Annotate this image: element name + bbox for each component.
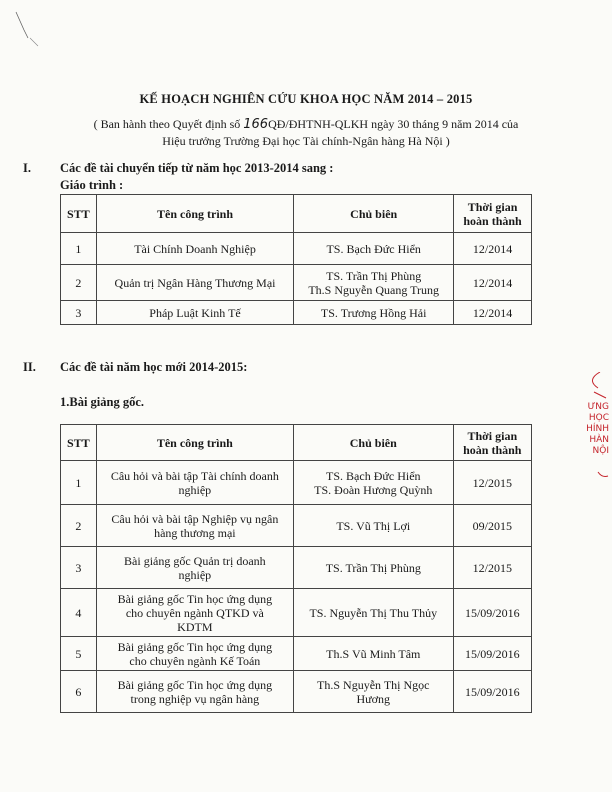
table-header-row [61,425,532,461]
section2-subheading: 1.Bài giảng gốc. [60,395,145,409]
row-time: 12/2014 [454,265,532,301]
table-row [61,233,532,265]
table-row [61,265,532,301]
handwritten-decision-number: 166 [243,117,269,132]
row-name: Bài giảng gốc Tin học ứng dụng trong nghiệp vụ ngân hàng [96,671,293,713]
table-row [61,461,532,505]
col-stt-header: STT [61,425,97,461]
row-name: Bài giảng gốc Quản trị doanh nghiệp [96,547,293,589]
scan-mark-icon [10,8,50,48]
row-author: Th.S Vũ Minh Tâm [293,637,453,671]
table-row [61,671,532,713]
red-seal-stamp [572,372,612,482]
row-time: 12/2015 [453,547,531,589]
row-author: TS. Nguyễn Thị Thu Thủy [293,589,453,637]
table-row [61,589,532,637]
row-stt: 1 [61,233,97,265]
row-stt: 3 [61,301,97,325]
row-time: 12/2015 [453,461,531,505]
col-author-header: Chủ biên [294,195,454,233]
col-name-header: Tên công trình [96,425,293,461]
row-author: TS. Trần Thị Phùng [293,547,453,589]
row-name: Tài Chính Doanh Nghiệp [96,233,294,265]
table-row [61,505,532,547]
row-author: Th.S Nguyễn Thị Ngọc Hương [293,671,453,713]
row-author: TS. Vũ Thị Lợi [293,505,453,547]
row-author: TS. Bạch Đức Hiển [294,233,454,265]
row-name: Câu hỏi và bài tập Nghiệp vụ ngân hàng thương mại [96,505,293,547]
section1-subheading: Giáo trình : [60,178,124,192]
row-author: TS. Trần Thị Phùng Th.S Nguyễn Quang Trung [294,265,454,301]
table-row [61,301,532,325]
section1-numeral: I. [23,161,31,175]
row-stt: 6 [61,671,97,713]
new-lectures-table [60,424,532,713]
row-name: Quản trị Ngân Hàng Thương Mại [96,265,294,301]
row-author: TS. Bạch Đức Hiển TS. Đoàn Hương Quỳnh [293,461,453,505]
row-author: TS. Trương Hồng Hải [294,301,454,325]
col-time-header: Thời gian hoàn thành [454,195,532,233]
seal-text: ƯNG HỌC HÍNH HÀN NỘI [586,402,609,456]
row-time: 12/2014 [454,233,532,265]
document-title: KẾ HOẠCH NGHIÊN CỨU KHOA HỌC NĂM 2014 – 2015 [139,92,473,106]
col-name-header: Tên công trình [96,195,294,233]
row-stt: 3 [61,547,97,589]
row-name: Pháp Luật Kinh Tế [96,301,294,325]
row-time: 15/09/2016 [453,671,531,713]
table-row [61,637,532,671]
section1-heading: Các đề tài chuyển tiếp từ năm học 2013-2014 sang : [60,161,334,175]
row-time: 12/2014 [454,301,532,325]
row-time: 15/09/2016 [453,637,531,671]
subtitle-line2: Hiệu trưởng Trường Đại học Tài chính-Ngân hàng Hà Nội ) [162,134,450,148]
section2-numeral: II. [23,360,36,374]
document-subtitle [40,116,572,149]
col-time-header: Thời gian hoàn thành [453,425,531,461]
continuing-topics-table [60,194,532,325]
section2-heading: Các đề tài năm học mới 2014-2015: [60,360,248,374]
row-name: Câu hỏi và bài tập Tài chính doanh nghiệp [96,461,293,505]
row-name: Bài giảng gốc Tin học ứng dụng cho chuyên ngành Kế Toán [96,637,293,671]
row-time: 09/2015 [453,505,531,547]
table-row [61,547,532,589]
row-stt: 2 [61,265,97,301]
row-stt: 2 [61,505,97,547]
col-author-header: Chủ biên [293,425,453,461]
row-time: 15/09/2016 [453,589,531,637]
row-stt: 5 [61,637,97,671]
col-stt-header: STT [61,195,97,233]
row-stt: 1 [61,461,97,505]
row-name: Bài giảng gốc Tin học ứng dụng cho chuyên ngành QTKD và KDTM [96,589,293,637]
table-header-row [61,195,532,233]
subtitle-suffix: QĐ/ĐHTNH-QLKH ngày 30 tháng 9 năm 2014 của [268,117,519,131]
subtitle-prefix: ( Ban hành theo Quyết định số [93,117,241,131]
row-stt: 4 [61,589,97,637]
